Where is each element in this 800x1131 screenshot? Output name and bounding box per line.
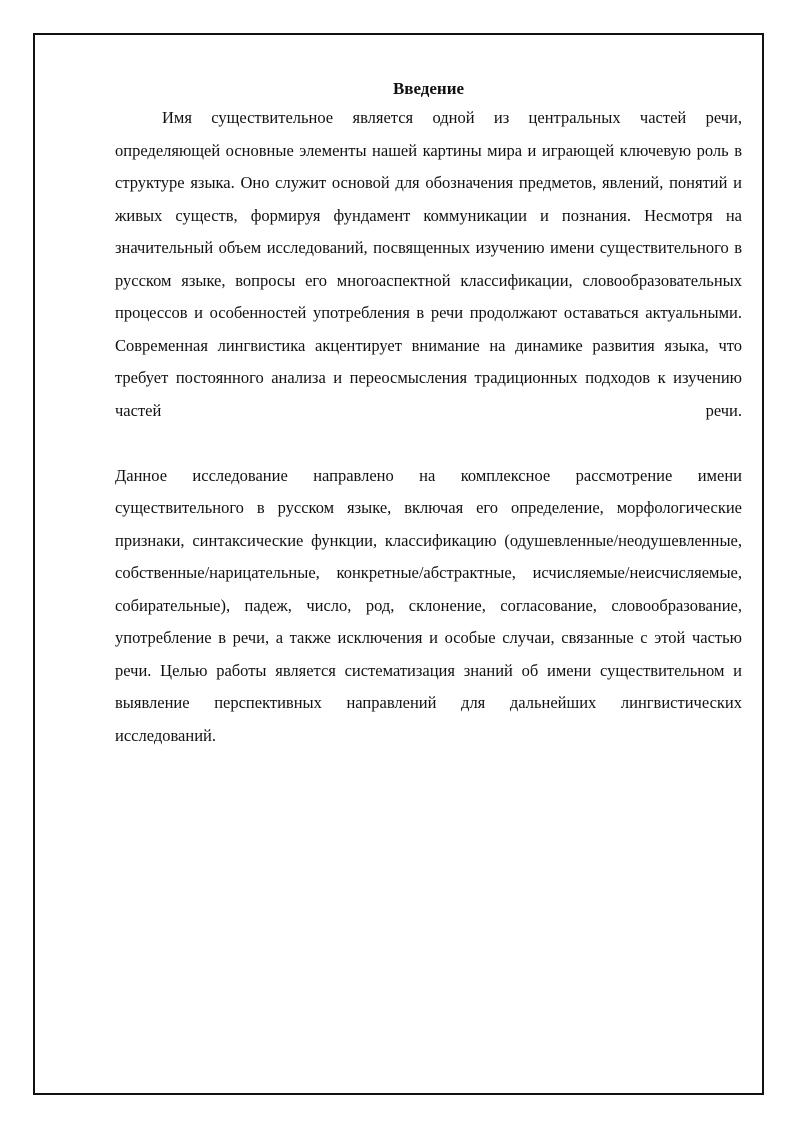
intro-paragraph-2: Данное исследование направлено на комплексное рассмотрение имени существительного в русском языке, включая его определение, морфологические признаки, синтаксические функции, классификацию (одушевленные/неодушевленные, собственные/нарицательные, конкретные/абстрактные, исчисляемые/неисчисляемые, собирательные), падеж, число, род, склонение, согласование, словообразование, употребление в речи, а также исключения и особые случаи, связанные с этой частью речи. Целью работы является систематизация знаний об имени существительном и выявление перспективных направлений для дальнейших лингвистических исследований.	[115, 465, 742, 745]
document-body	[115, 76, 742, 752]
document-title: Введение	[392, 79, 465, 98]
intro-paragraph-1: Имя существительное является одной из центральных частей речи, определяющей основные элементы нашей картины мира и играющей ключевую роль в структуре языка. Оно служит основой для обозначения предметов, явлений, понятий и живых существ, формируя фундамент коммуникации и познания. Несмотря на значительный объем исследований, посвященных изучению имени существительного в русском языке, вопросы его многоаспектной классификации, словообразовательных процессов и особенностей употребления в речи продолжают оставаться актуальными. Современная лингвистика акцентирует внимание на динамике развития языка, что требует постоянного анализа и переосмысления традиционных подходов к изучению частей речи.	[115, 108, 742, 420]
paragraph-spacer	[115, 427, 742, 460]
